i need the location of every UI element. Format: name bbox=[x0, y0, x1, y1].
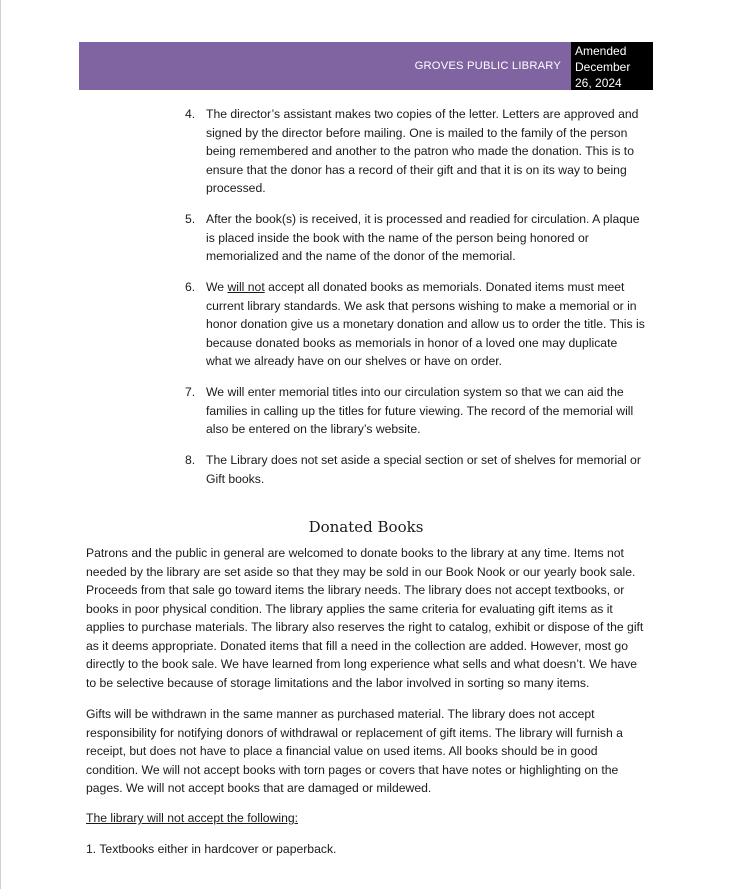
list-item bbox=[185, 105, 645, 198]
list-text: The Library does not set aside a special section or set of shelves for memorial or Gift books. bbox=[206, 453, 641, 486]
list-text bbox=[206, 278, 645, 371]
underlined-will-not: will not bbox=[227, 280, 265, 294]
list-text: After the book(s) is received, it is processed and readied for circulation. A plaque is placed inside the book with the name of the person being honored or memorialized and the name of the donor of the memorial. bbox=[206, 212, 640, 263]
list-item bbox=[185, 451, 645, 488]
list-text: The director’s assistant makes two copies of the letter. Letters are approved and signed by the director before mailing. One is mailed to the family of the person being remembered and another to the patron who made the donation. This is to ensure that the donor has a record of their gift and that it is on its way to being processed. bbox=[206, 107, 639, 195]
section-title: Donated Books bbox=[308, 518, 424, 536]
list-number: 6. bbox=[185, 280, 196, 294]
amended-day-year: 26, 2024 bbox=[575, 76, 622, 90]
amended-date-box bbox=[571, 42, 653, 90]
list-number: 7. bbox=[185, 385, 196, 399]
donated-books-paragraph-2: Gifts will be withdrawn in the same manner as purchased material. The library does not accept responsibility for notifying donors of withdrawal or replacement of gift items. The library will furnish a receipt, but does not have to place a financial value on used items. All books should be in good condition. We will not accept books with torn pages or covers that have notes or highlighting on the pages. We will not accept books that are damaged or mildewed. bbox=[86, 707, 623, 795]
list-number: 4. bbox=[185, 107, 196, 121]
not-accept-heading: The library will not accept the following: bbox=[86, 811, 299, 825]
list-item bbox=[185, 383, 645, 439]
donated-books-paragraph-1: Patrons and the public in general are welcomed to donate books to the library at any time. Items not needed by the library are set aside so that they may be sold in our Book Nook or our yearly book sale. Proceeds from that sale go toward items the library needs. The library does not accept textbooks, or books in poor physical condition. The library applies the same criteria for evaluating gift items as it applies to purchase materials. The library also reserves the right to catalog, exhibit or dispose of the gift as it deems appropriate. Donated items that fill a need in the collection are added. However, most go directly to the book sale. We have learned from long experience what sells and what doesn’t. We have to be selective because of storage limitations and the labor involved in sorting so many items. bbox=[86, 546, 644, 690]
list-text: We will enter memorial titles into our circulation system so that we can aid the families in calling up the titles for future viewing. The record of the memorial will also be entered on the library’s website. bbox=[206, 385, 634, 436]
list-number: 8. bbox=[185, 453, 196, 467]
not-accept-item: 1. Textbooks either in hardcover or paperback. bbox=[86, 842, 337, 856]
header-band bbox=[79, 42, 571, 90]
list-item bbox=[185, 210, 645, 266]
list-number: 5. bbox=[185, 212, 196, 226]
library-name: GROVES PUBLIC LIBRARY bbox=[414, 60, 561, 72]
memorial-steps-list bbox=[185, 105, 645, 501]
list-text-rest: accept all donated books as memorials. Donated items must meet current library standards. We ask that persons wishing to make a memorial or in honor donation give us a monetary donation and allow us to order the title. This is because donated books as memorials in honor of a loved one may duplicate what we already have on our shelves or have on order. bbox=[206, 280, 645, 368]
amended-month: December bbox=[575, 60, 631, 74]
list-text-start: We bbox=[206, 280, 228, 294]
page-edge bbox=[0, 0, 1, 889]
amended-label: Amended bbox=[575, 44, 627, 58]
list-item bbox=[185, 278, 645, 371]
